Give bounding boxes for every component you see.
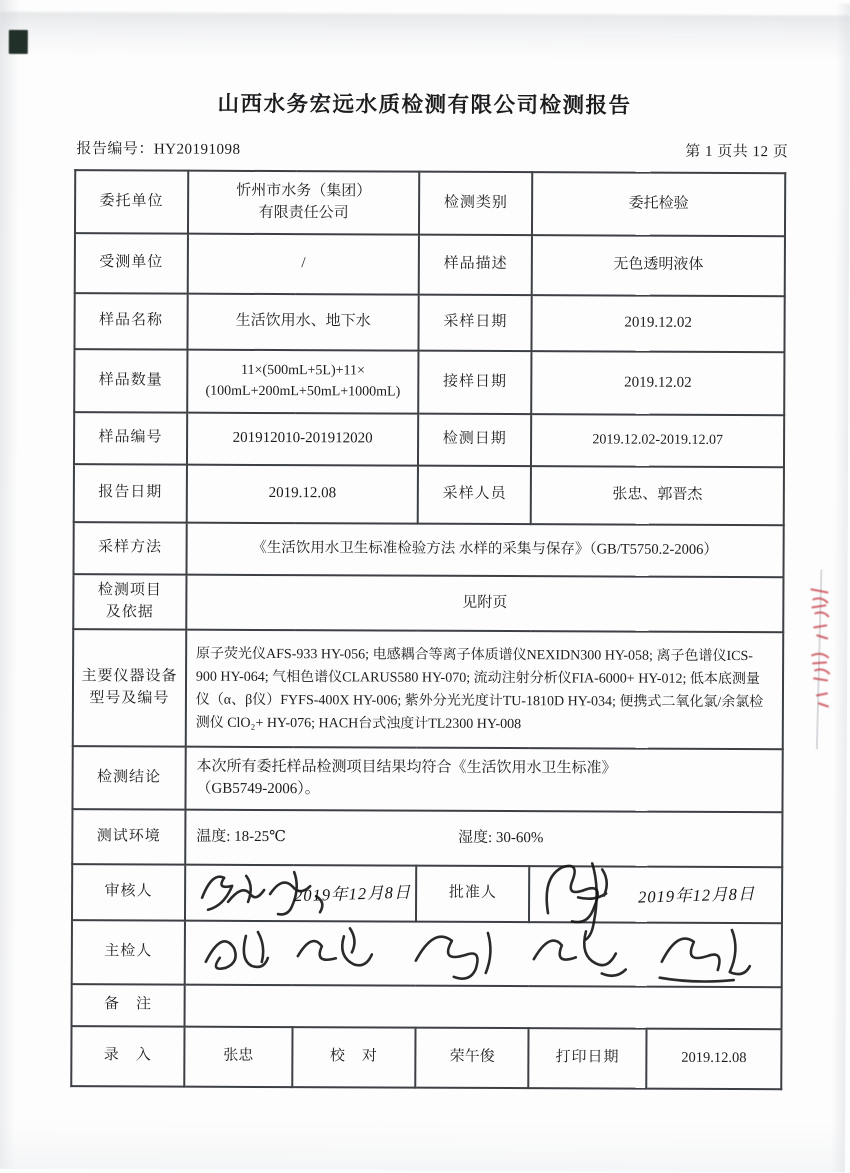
page-title: 山西水务宏远水质检测有限公司检测报告 (217, 91, 632, 118)
table-row (72, 864, 782, 923)
reviewer-label: 审核人 (72, 864, 185, 920)
conclusion-label: 检测结论 (72, 746, 185, 809)
entry-label: 录 入 (71, 1026, 184, 1086)
reviewer-signature-cell (185, 865, 417, 922)
table-row (74, 464, 784, 525)
table-row (74, 349, 784, 415)
sampling-method-value: 《生活饮用水卫生标准检验方法 水样的采集与保存》（GB/T5750.2-2006） (186, 523, 783, 578)
environment-value (185, 810, 782, 868)
instruments-value: 原子荧光仪AFS-933 HY-056; 电感耦合等离子体质谱仪NEXIDN300 HY-058; 离子色谱仪ICS-900 HY-064; 气相色谱仪CLARUS580 HY-070; 流动注射分析仪FIA-6000+ HY-012; 低本底测量仪（α、β仪）FYFS-400X HY-006; 紫外分光光度计TU-1810D HY-034; 便携式二氧化氯/余氯检测仪 ClO₂+ HY-076; HACH台式浊度计TL2300 HY-008 (186, 630, 784, 750)
table-row (74, 293, 784, 352)
proofread-label: 校 对 (292, 1027, 416, 1088)
table-row (73, 522, 783, 577)
scan-artifact-left (0, 0, 20, 1169)
sampling-date-value: 2019.12.02 (532, 295, 785, 352)
inspector-signatures (194, 918, 769, 997)
chief-inspector-label: 主检人 (72, 920, 185, 984)
test-date-value: 2019.12.02-2019.12.07 (531, 414, 784, 467)
page-indicator: 第 1 页共 12 页 (685, 143, 789, 161)
tested-unit-value: / (188, 234, 420, 295)
sample-name-value: 生活饮用水、地下水 (187, 294, 419, 351)
sampling-date-label: 采样日期 (419, 295, 532, 351)
instruments-label: 主要仪器设备 型号及编号 (73, 629, 186, 746)
red-seal-fragment (803, 583, 834, 733)
tested-unit-label: 受测单位 (75, 233, 188, 293)
report-date-label: 报告日期 (74, 464, 187, 522)
sample-qty-label: 样品数量 (74, 349, 187, 412)
table-row (71, 1026, 781, 1089)
report-number (76, 137, 240, 159)
report-number-value: HY20191098 (153, 141, 241, 158)
test-category-value: 委托检验 (532, 172, 785, 236)
table-row (75, 233, 785, 296)
table-row (72, 920, 782, 987)
sample-desc-value: 无色透明液体 (532, 235, 785, 296)
test-items-label: 检测项目 及依据 (73, 574, 186, 629)
test-items-value: 见附页 (186, 575, 783, 633)
report-table (70, 169, 786, 1090)
sample-no-label: 样品编号 (74, 412, 187, 464)
sample-qty-value: 11×(500mL+5L)+11× (100mL+200mL+50mL+1000mL) (187, 350, 419, 414)
sample-desc-label: 样品描述 (419, 235, 532, 295)
table-row (72, 809, 782, 867)
remarks-label: 备 注 (72, 984, 185, 1026)
report-meta (76, 137, 788, 161)
test-date-label: 检测日期 (418, 414, 531, 466)
table-row (75, 170, 785, 236)
receive-date-label: 接样日期 (419, 351, 532, 414)
environment-label: 测试环境 (72, 809, 185, 864)
samplers-value: 张忠、郭晋杰 (531, 466, 784, 525)
samplers-label: 采样人员 (418, 466, 531, 524)
test-category-label: 检测类别 (419, 172, 532, 235)
report-date-value: 2019.12.08 (187, 465, 419, 524)
receive-date-value: 2019.12.02 (531, 351, 784, 415)
sample-no-value: 201912010-201912020 (187, 413, 419, 466)
client-label: 委托单位 (75, 170, 188, 233)
proofread-value: 荣午俊 (416, 1028, 529, 1088)
client-value: 忻州市水务（集团） 有限责任公司 (188, 171, 420, 235)
table-row (73, 574, 783, 632)
entry-value: 张忠 (184, 1027, 292, 1087)
chief-inspector-signatures-cell (185, 921, 782, 988)
sample-name-label: 样品名称 (74, 293, 187, 349)
environment-humidity: 湿度: 30-60% (457, 829, 544, 846)
approver-date: 2019年12月8日 (638, 884, 756, 907)
print-date-value: 2019.12.08 (646, 1029, 781, 1090)
scan-corner-mark (9, 30, 28, 54)
approver-signature-cell (529, 866, 782, 923)
table-row (74, 412, 784, 467)
table-row (73, 629, 784, 749)
print-date-label: 打印日期 (528, 1028, 646, 1089)
sampling-method-label: 采样方法 (73, 522, 186, 574)
reviewer-date: 2019年12月8日 (293, 882, 412, 906)
scan-artifact-right (831, 3, 850, 1172)
scan-artifact-bottom (0, 1119, 845, 1173)
approver-label: 批准人 (416, 866, 529, 922)
conclusion-value: 本次所有委托样品检测项目结果均符合《生活饮用水卫生标准》 （GB5749-2006）。 (185, 747, 782, 813)
report-number-label: 报告编号： (76, 141, 154, 158)
environment-temperature: 温度: 18-25℃ (196, 828, 286, 845)
table-row (72, 746, 782, 812)
